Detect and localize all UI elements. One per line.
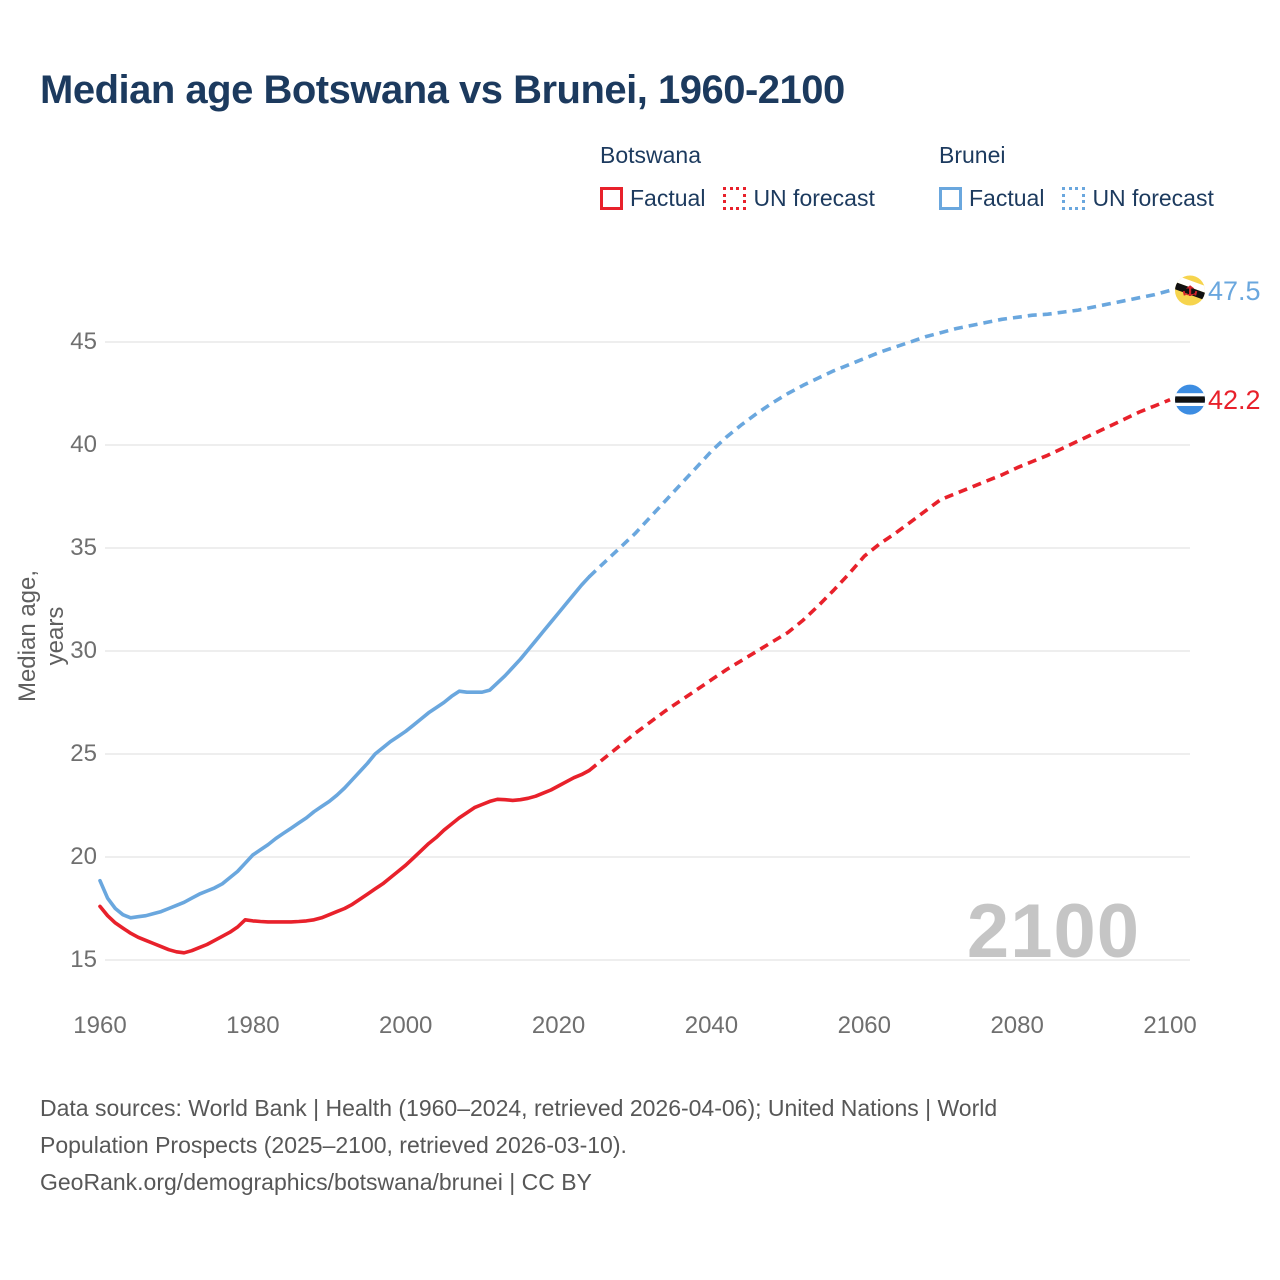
x-tick-label-1960: 1960 [73, 1012, 127, 1039]
x-tick-label-2080: 2080 [990, 1012, 1044, 1039]
y-tick-label-30: 30 [70, 637, 97, 664]
legend-group-name: Brunei [939, 142, 1006, 168]
y-tick-label-25: 25 [70, 740, 97, 767]
data-sources-note [40, 1090, 997, 1201]
y-tick-label-40: 40 [70, 431, 97, 458]
legend-item-label: UN forecast [1092, 185, 1214, 211]
x-tick-label-2020: 2020 [531, 1012, 586, 1039]
brunei-end-value: 47.5 [1208, 276, 1261, 306]
x-tick-label-2100: 2100 [1143, 1012, 1197, 1039]
legend-group-name: Botswana [600, 142, 702, 168]
series-brunei-un-forecast [589, 291, 1170, 577]
y-tick-label-20: 20 [70, 843, 97, 870]
x-tick-label-1980: 1980 [226, 1012, 280, 1039]
x-tick-label-2040: 2040 [684, 1012, 739, 1039]
x-tick-label-2000: 2000 [379, 1012, 433, 1039]
botswana-flag-icon [1172, 385, 1208, 415]
y-tick-label-15: 15 [70, 946, 97, 973]
botswana-end-value: 42.2 [1208, 385, 1261, 415]
page-title: Median age Botswana vs Brunei, 1960-2100 [40, 68, 845, 112]
gridlines [105, 342, 1190, 960]
y-tick-label-45: 45 [70, 328, 97, 355]
series-brunei-factual [100, 577, 589, 918]
data-series-curves [100, 291, 1170, 953]
x-tick-label-2060: 2060 [837, 1012, 891, 1039]
legend-item-label: Factual [969, 185, 1045, 211]
y-axis-title: Median age, years [14, 569, 69, 703]
data-sources-line-1: Data sources: World Bank | Health (1960–2024, retrieved 2026-04-06); United Nations | World [40, 1095, 998, 1121]
year-watermark: 2100 [966, 889, 1140, 974]
series-botswana-factual [100, 771, 589, 953]
series-botswana-un-forecast [589, 400, 1170, 771]
data-sources-line-3: GeoRank.org/demographics/botswana/brunei | CC BY [40, 1169, 592, 1195]
legend-item-label: Factual [630, 185, 706, 211]
data-sources-line-2: Population Prospects (2025–2100, retrieved 2026-03-10). [40, 1132, 627, 1158]
legend-item-label: UN forecast [753, 185, 875, 211]
y-tick-label-35: 35 [70, 534, 97, 561]
